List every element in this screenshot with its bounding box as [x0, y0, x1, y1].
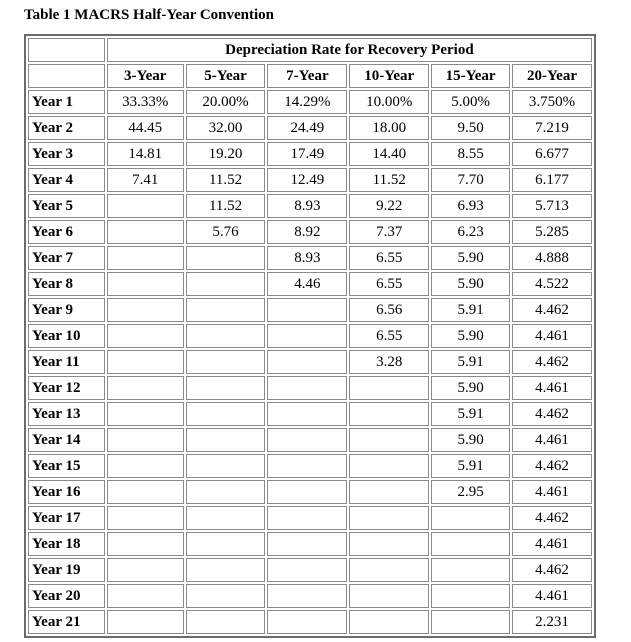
- rate-cell: 5.00%: [431, 90, 510, 114]
- table-row: [28, 246, 592, 270]
- rate-cell: [107, 376, 184, 400]
- row-label: Year 3: [28, 142, 105, 166]
- rate-cell: 4.461: [512, 376, 592, 400]
- row-label: Year 16: [28, 480, 105, 504]
- rate-cell: [107, 532, 184, 556]
- rate-cell: 7.37: [349, 220, 429, 244]
- rate-cell: 5.90: [431, 428, 510, 452]
- row-label: Year 13: [28, 402, 105, 426]
- row-label: Year 2: [28, 116, 105, 140]
- rate-cell: 2.95: [431, 480, 510, 504]
- table-row: [28, 532, 592, 556]
- table-row: [28, 454, 592, 478]
- rate-cell: 6.677: [512, 142, 592, 166]
- rate-cell: [107, 402, 184, 426]
- rate-cell: [349, 558, 429, 582]
- rate-cell: [107, 298, 184, 322]
- rate-cell: [431, 506, 510, 530]
- corner-cell: [28, 38, 105, 62]
- column-header: 5-Year: [186, 64, 266, 88]
- rate-cell: 19.20: [186, 142, 266, 166]
- table-row: [28, 350, 592, 374]
- rate-cell: 6.55: [349, 272, 429, 296]
- rate-cell: 9.50: [431, 116, 510, 140]
- rate-cell: 10.00%: [349, 90, 429, 114]
- rate-cell: [267, 584, 347, 608]
- rate-cell: [107, 610, 184, 634]
- rate-cell: 32.00: [186, 116, 266, 140]
- rate-cell: [107, 584, 184, 608]
- table-row: [28, 376, 592, 400]
- table-body: [28, 90, 592, 634]
- macrs-table: [24, 34, 596, 638]
- rate-cell: [431, 558, 510, 582]
- rate-cell: [267, 402, 347, 426]
- rate-cell: 2.231: [512, 610, 592, 634]
- column-header: 20-Year: [512, 64, 592, 88]
- rate-cell: 6.93: [431, 194, 510, 218]
- table-row: [28, 194, 592, 218]
- table-row: [28, 610, 592, 634]
- table-caption: Table 1 MACRS Half-Year Convention: [24, 7, 275, 23]
- rate-cell: 6.56: [349, 298, 429, 322]
- table-row: [28, 584, 592, 608]
- rate-cell: [186, 324, 266, 348]
- rate-cell: [186, 610, 266, 634]
- table-row: [28, 480, 592, 504]
- rate-cell: [431, 610, 510, 634]
- rate-cell: [186, 246, 266, 270]
- rate-cell: 8.93: [267, 246, 347, 270]
- rate-cell: [186, 350, 266, 374]
- rate-cell: 5.90: [431, 324, 510, 348]
- rate-cell: [267, 558, 347, 582]
- rate-cell: 24.49: [267, 116, 347, 140]
- rate-cell: [186, 428, 266, 452]
- rate-cell: [349, 610, 429, 634]
- rate-cell: 18.00: [349, 116, 429, 140]
- rate-cell: [186, 298, 266, 322]
- super-header-row: [28, 38, 592, 62]
- rate-cell: 5.91: [431, 402, 510, 426]
- rate-cell: 44.45: [107, 116, 184, 140]
- rate-cell: 11.52: [349, 168, 429, 192]
- rate-cell: 5.91: [431, 454, 510, 478]
- rate-cell: 6.55: [349, 324, 429, 348]
- rate-cell: 7.70: [431, 168, 510, 192]
- row-label: Year 6: [28, 220, 105, 244]
- rate-cell: [349, 428, 429, 452]
- rate-cell: 5.90: [431, 272, 510, 296]
- rate-cell: [107, 350, 184, 374]
- row-label: Year 1: [28, 90, 105, 114]
- rate-cell: [107, 480, 184, 504]
- rate-cell: 11.52: [186, 168, 266, 192]
- table-row: [28, 324, 592, 348]
- row-label: Year 15: [28, 454, 105, 478]
- rate-cell: 5.285: [512, 220, 592, 244]
- row-label: Year 19: [28, 558, 105, 582]
- table-row: [28, 168, 592, 192]
- column-header-row: [28, 64, 592, 88]
- rate-cell: 5.90: [431, 246, 510, 270]
- table-row: [28, 272, 592, 296]
- rate-cell: 8.55: [431, 142, 510, 166]
- row-label: Year 17: [28, 506, 105, 530]
- rate-cell: [267, 428, 347, 452]
- rate-cell: [267, 610, 347, 634]
- rate-cell: 4.888: [512, 246, 592, 270]
- rate-cell: 14.40: [349, 142, 429, 166]
- rate-cell: [107, 272, 184, 296]
- rate-cell: [349, 532, 429, 556]
- column-header: 7-Year: [267, 64, 347, 88]
- rate-cell: [107, 506, 184, 530]
- rate-cell: [107, 428, 184, 452]
- rate-cell: 5.91: [431, 298, 510, 322]
- rate-cell: 3.750%: [512, 90, 592, 114]
- rate-cell: 5.91: [431, 350, 510, 374]
- table-row: [28, 428, 592, 452]
- rate-cell: [349, 584, 429, 608]
- rate-cell: [267, 480, 347, 504]
- rate-cell: 4.46: [267, 272, 347, 296]
- table-row: [28, 142, 592, 166]
- rate-cell: [431, 532, 510, 556]
- rate-cell: 33.33%: [107, 90, 184, 114]
- row-label: Year 9: [28, 298, 105, 322]
- rate-cell: [267, 532, 347, 556]
- rate-cell: [267, 454, 347, 478]
- column-header: 3-Year: [107, 64, 184, 88]
- rate-cell: 4.461: [512, 532, 592, 556]
- rate-cell: [267, 376, 347, 400]
- column-header: 15-Year: [431, 64, 510, 88]
- rate-cell: [186, 454, 266, 478]
- rate-cell: 8.92: [267, 220, 347, 244]
- rate-cell: [267, 350, 347, 374]
- rate-cell: 4.461: [512, 480, 592, 504]
- table-row: [28, 90, 592, 114]
- rate-cell: 4.462: [512, 350, 592, 374]
- rate-cell: [107, 194, 184, 218]
- column-header: 10-Year: [349, 64, 429, 88]
- rate-cell: 6.177: [512, 168, 592, 192]
- rate-cell: 3.28: [349, 350, 429, 374]
- rate-cell: [186, 376, 266, 400]
- rate-cell: 14.29%: [267, 90, 347, 114]
- rate-cell: 17.49: [267, 142, 347, 166]
- rate-cell: [107, 558, 184, 582]
- table-row: [28, 220, 592, 244]
- rate-cell: 4.522: [512, 272, 592, 296]
- rate-cell: [186, 532, 266, 556]
- table-row: [28, 402, 592, 426]
- rate-cell: 6.55: [349, 246, 429, 270]
- row-label: Year 20: [28, 584, 105, 608]
- rate-cell: 4.462: [512, 558, 592, 582]
- rate-cell: 4.461: [512, 324, 592, 348]
- rate-cell: [267, 324, 347, 348]
- rate-cell: [431, 584, 510, 608]
- rate-cell: [349, 376, 429, 400]
- rate-cell: 20.00%: [186, 90, 266, 114]
- rate-cell: [267, 298, 347, 322]
- row-label-header: [28, 64, 105, 88]
- rate-cell: 9.22: [349, 194, 429, 218]
- rate-cell: 7.219: [512, 116, 592, 140]
- row-label: Year 8: [28, 272, 105, 296]
- row-label: Year 7: [28, 246, 105, 270]
- rate-cell: [186, 584, 266, 608]
- rate-cell: 5.90: [431, 376, 510, 400]
- rate-cell: [267, 506, 347, 530]
- rate-cell: 6.23: [431, 220, 510, 244]
- rate-cell: [186, 272, 266, 296]
- rate-cell: [107, 454, 184, 478]
- row-label: Year 5: [28, 194, 105, 218]
- super-header: Depreciation Rate for Recovery Period: [107, 38, 592, 62]
- table-row: [28, 298, 592, 322]
- rate-cell: [107, 220, 184, 244]
- rate-cell: 5.76: [186, 220, 266, 244]
- rate-cell: 4.462: [512, 402, 592, 426]
- rate-cell: 4.462: [512, 506, 592, 530]
- rate-cell: 4.462: [512, 454, 592, 478]
- row-label: Year 21: [28, 610, 105, 634]
- rate-cell: [186, 506, 266, 530]
- row-label: Year 14: [28, 428, 105, 452]
- rate-cell: [349, 506, 429, 530]
- rate-cell: 14.81: [107, 142, 184, 166]
- rate-cell: 4.461: [512, 584, 592, 608]
- rate-cell: 4.462: [512, 298, 592, 322]
- rate-cell: [186, 480, 266, 504]
- rate-cell: [107, 324, 184, 348]
- table-row: [28, 506, 592, 530]
- rate-cell: 12.49: [267, 168, 347, 192]
- row-label: Year 12: [28, 376, 105, 400]
- table-row: [28, 558, 592, 582]
- table-row: [28, 116, 592, 140]
- rate-cell: 8.93: [267, 194, 347, 218]
- rate-cell: [186, 558, 266, 582]
- rate-cell: 11.52: [186, 194, 266, 218]
- rate-cell: [349, 454, 429, 478]
- rate-cell: 4.461: [512, 428, 592, 452]
- row-label: Year 11: [28, 350, 105, 374]
- rate-cell: [186, 402, 266, 426]
- row-label: Year 18: [28, 532, 105, 556]
- rate-cell: 5.713: [512, 194, 592, 218]
- row-label: Year 4: [28, 168, 105, 192]
- rate-cell: [349, 402, 429, 426]
- rate-cell: [107, 246, 184, 270]
- rate-cell: [349, 480, 429, 504]
- rate-cell: 7.41: [107, 168, 184, 192]
- row-label: Year 10: [28, 324, 105, 348]
